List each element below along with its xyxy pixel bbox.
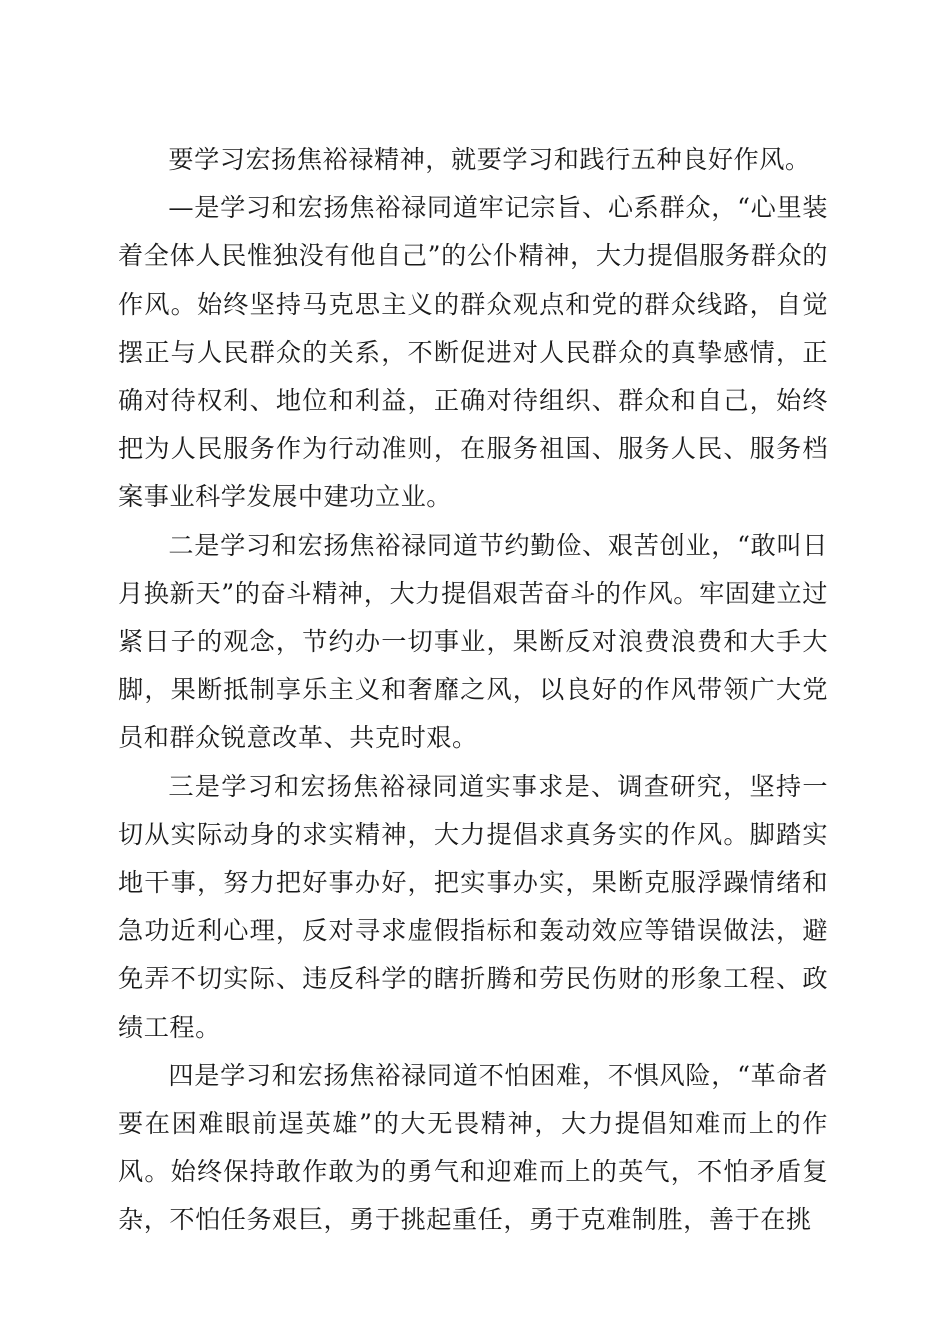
document-body — [118, 136, 828, 1245]
paragraph-point-three: 三是学习和宏扬焦裕禄同道实事求是、调查研究，坚持一切从实际动身的求实精神，大力提倡求真务实的作风。脚踏实地干事，努力把好事办好，把实事办实，果断克服浮躁情绪和急功近利心理，反对寻求虚假指标和轰动效应等错误做法，避免弄不切实际、违反科学的瞎折腾和劳民伤财的形象工程、政绩工程。 — [118, 771, 828, 1042]
paragraph-point-four: 四是学习和宏扬焦裕禄同道不怕困难，不惧风险，“革命者要在困难眼前逞英雄”的大无畏精神，大力提倡知难而上的作风。始终保持敢作敢为的勇气和迎难而上的英气，不怕矛盾复杂，不怕任务艰巨，勇于挑起重任，勇于克难制胜，善于在挑 — [118, 1060, 828, 1235]
paragraph-point-one: —是学习和宏扬焦裕禄同道牢记宗旨、心系群众，“心里装着全体人民惟独没有他自己”的公仆精神，大力提倡服务群众的作风。始终坚持马克思主义的群众观点和党的群众线路，自觉摆正与人民群众的关系，不断促进对人民群众的真挚感情，正确对待权利、地位和利益，正确对待组织、群众和自己，始终把为人民服务作为行动准则，在服务祖国、服务人民、服务档案事业科学发展中建功立业。 — [118, 193, 828, 512]
paragraph-intro: 要学习宏扬焦裕禄精神，就要学习和践行五种良好作风。 — [168, 145, 811, 174]
paragraph-point-two: 二是学习和宏扬焦裕禄同道节约勤俭、艰苦创业，“敢叫日月换新天”的奋斗精神，大力提倡艰苦奋斗的作风。牢固建立过紧日子的观念，节约办一切事业，果断反对浪费浪费和大手大脚，果断抵制享乐主义和奢靡之风，以良好的作风带领广大党员和群众锐意改革、共克时艰。 — [118, 530, 828, 753]
